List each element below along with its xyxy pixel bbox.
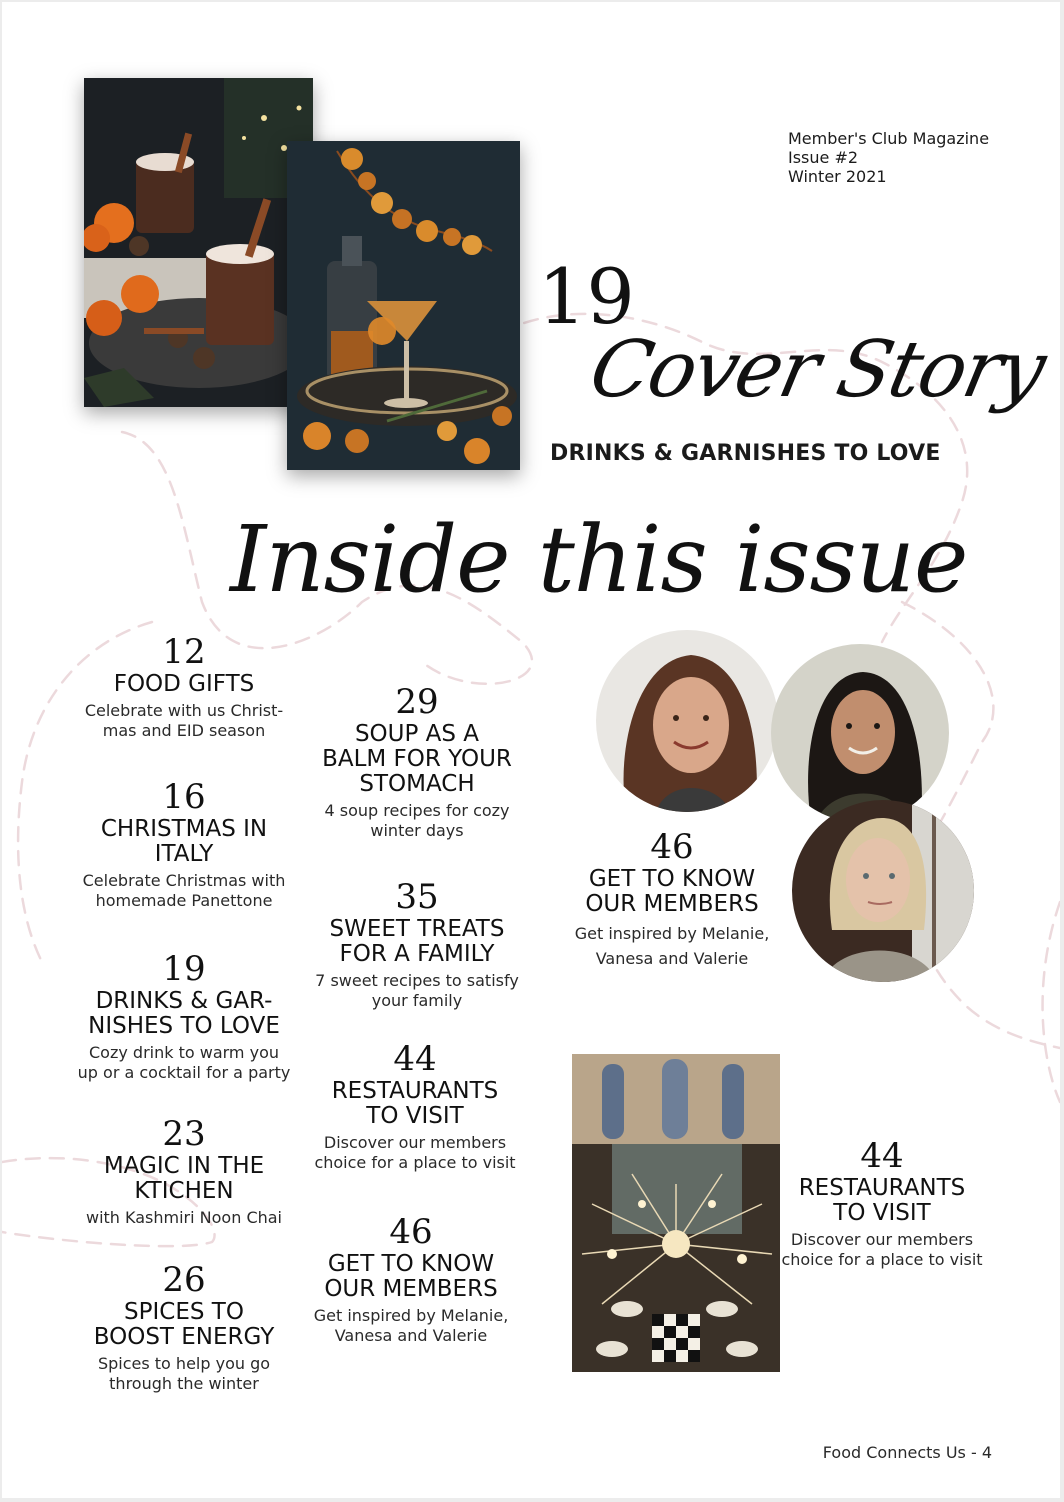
entry-page-number: 26 xyxy=(162,1260,206,1300)
entry-page-number: 46 xyxy=(650,827,694,867)
hot-chocolate-photo xyxy=(84,78,313,407)
cover-story-page-number: 19 xyxy=(538,252,635,341)
feature-members-entry[interactable] xyxy=(562,827,782,971)
entry-title: GET TO KNOW OUR MEMBERS xyxy=(324,1251,498,1302)
cocktail-photo xyxy=(287,141,520,470)
entry-page-number: 35 xyxy=(395,877,439,917)
magazine-name: Member's Club Magazine xyxy=(788,129,990,148)
entry-page-number: 29 xyxy=(395,682,439,722)
page-footer: Food Connects Us - 4 xyxy=(822,1443,992,1462)
masthead xyxy=(788,129,1028,186)
member-portrait-valerie xyxy=(792,800,974,982)
entry-title: SPICES TO BOOST ENERGY xyxy=(93,1299,275,1350)
entry-description: Celebrate with us Christ- mas and EID season xyxy=(84,701,284,740)
toc-entry[interactable] xyxy=(74,1260,294,1394)
cover-story-label: Cover Story xyxy=(582,325,1052,415)
entry-page-number: 19 xyxy=(162,949,206,989)
toc-entry[interactable] xyxy=(307,682,527,841)
entry-title: DRINKS & GAR- NISHES TO LOVE xyxy=(88,988,280,1039)
entry-page-number: 23 xyxy=(162,1114,206,1154)
entry-description: Celebrate Christmas with homemade Panettone xyxy=(82,871,286,910)
entry-description: Spices to help you go through the winter xyxy=(97,1354,271,1393)
toc-entry[interactable] xyxy=(305,1039,525,1173)
entry-page-number: 44 xyxy=(860,1136,904,1176)
toc-entry[interactable] xyxy=(74,949,294,1083)
toc-entry[interactable] xyxy=(301,1212,521,1346)
page-title: Inside this issue xyxy=(230,506,968,613)
entry-page-number: 16 xyxy=(162,777,206,817)
entry-description: Get inspired by Melanie, Vanesa and Valerie xyxy=(574,924,770,968)
entry-title: RESTAURANTS TO VISIT xyxy=(798,1175,966,1226)
toc-entry[interactable] xyxy=(74,1114,294,1228)
cover-story-subtitle: DRINKS & GARNISHES TO LOVE xyxy=(550,441,941,466)
toc-entry[interactable] xyxy=(74,632,294,741)
entry-title: MAGIC IN THE KTICHEN xyxy=(103,1153,265,1204)
magazine-page xyxy=(2,2,1060,1498)
entry-description: 4 soup recipes for cozy winter days xyxy=(324,801,510,840)
entry-description: Cozy drink to warm you up or a cocktail for a party xyxy=(77,1043,291,1082)
entry-title: RESTAURANTS TO VISIT xyxy=(331,1078,499,1129)
entry-page-number: 44 xyxy=(393,1039,437,1079)
entry-description: Get inspired by Melanie, Vanesa and Valerie xyxy=(313,1306,509,1345)
entry-description: with Kashmiri Noon Chai xyxy=(86,1208,282,1227)
toc-entry[interactable] xyxy=(307,877,527,1011)
entry-title: FOOD GIFTS xyxy=(113,671,255,697)
member-portrait-melanie xyxy=(596,630,778,812)
entry-title: CHRISTMAS IN ITALY xyxy=(100,816,268,867)
entry-title: SWEET TREATS FOR A FAMILY xyxy=(329,916,505,967)
entry-title: SOUP AS A BALM FOR YOUR STOMACH xyxy=(322,721,512,797)
issue-number: Issue #2 xyxy=(788,148,859,167)
entry-title: GET TO KNOW OUR MEMBERS xyxy=(585,866,759,917)
entry-description: 7 sweet recipes to satisfy your family xyxy=(315,971,519,1010)
member-portrait-vanesa xyxy=(771,644,949,822)
entry-page-number: 46 xyxy=(389,1212,433,1252)
restaurant-interior-photo xyxy=(572,1054,780,1372)
toc-entry[interactable] xyxy=(74,777,294,911)
issue-season: Winter 2021 xyxy=(788,167,887,186)
entry-description: Discover our members choice for a place to visit xyxy=(314,1133,516,1172)
entry-description: Discover our members choice for a place to visit xyxy=(781,1230,983,1269)
feature-restaurants-entry[interactable] xyxy=(772,1136,992,1270)
entry-page-number: 12 xyxy=(162,632,206,672)
